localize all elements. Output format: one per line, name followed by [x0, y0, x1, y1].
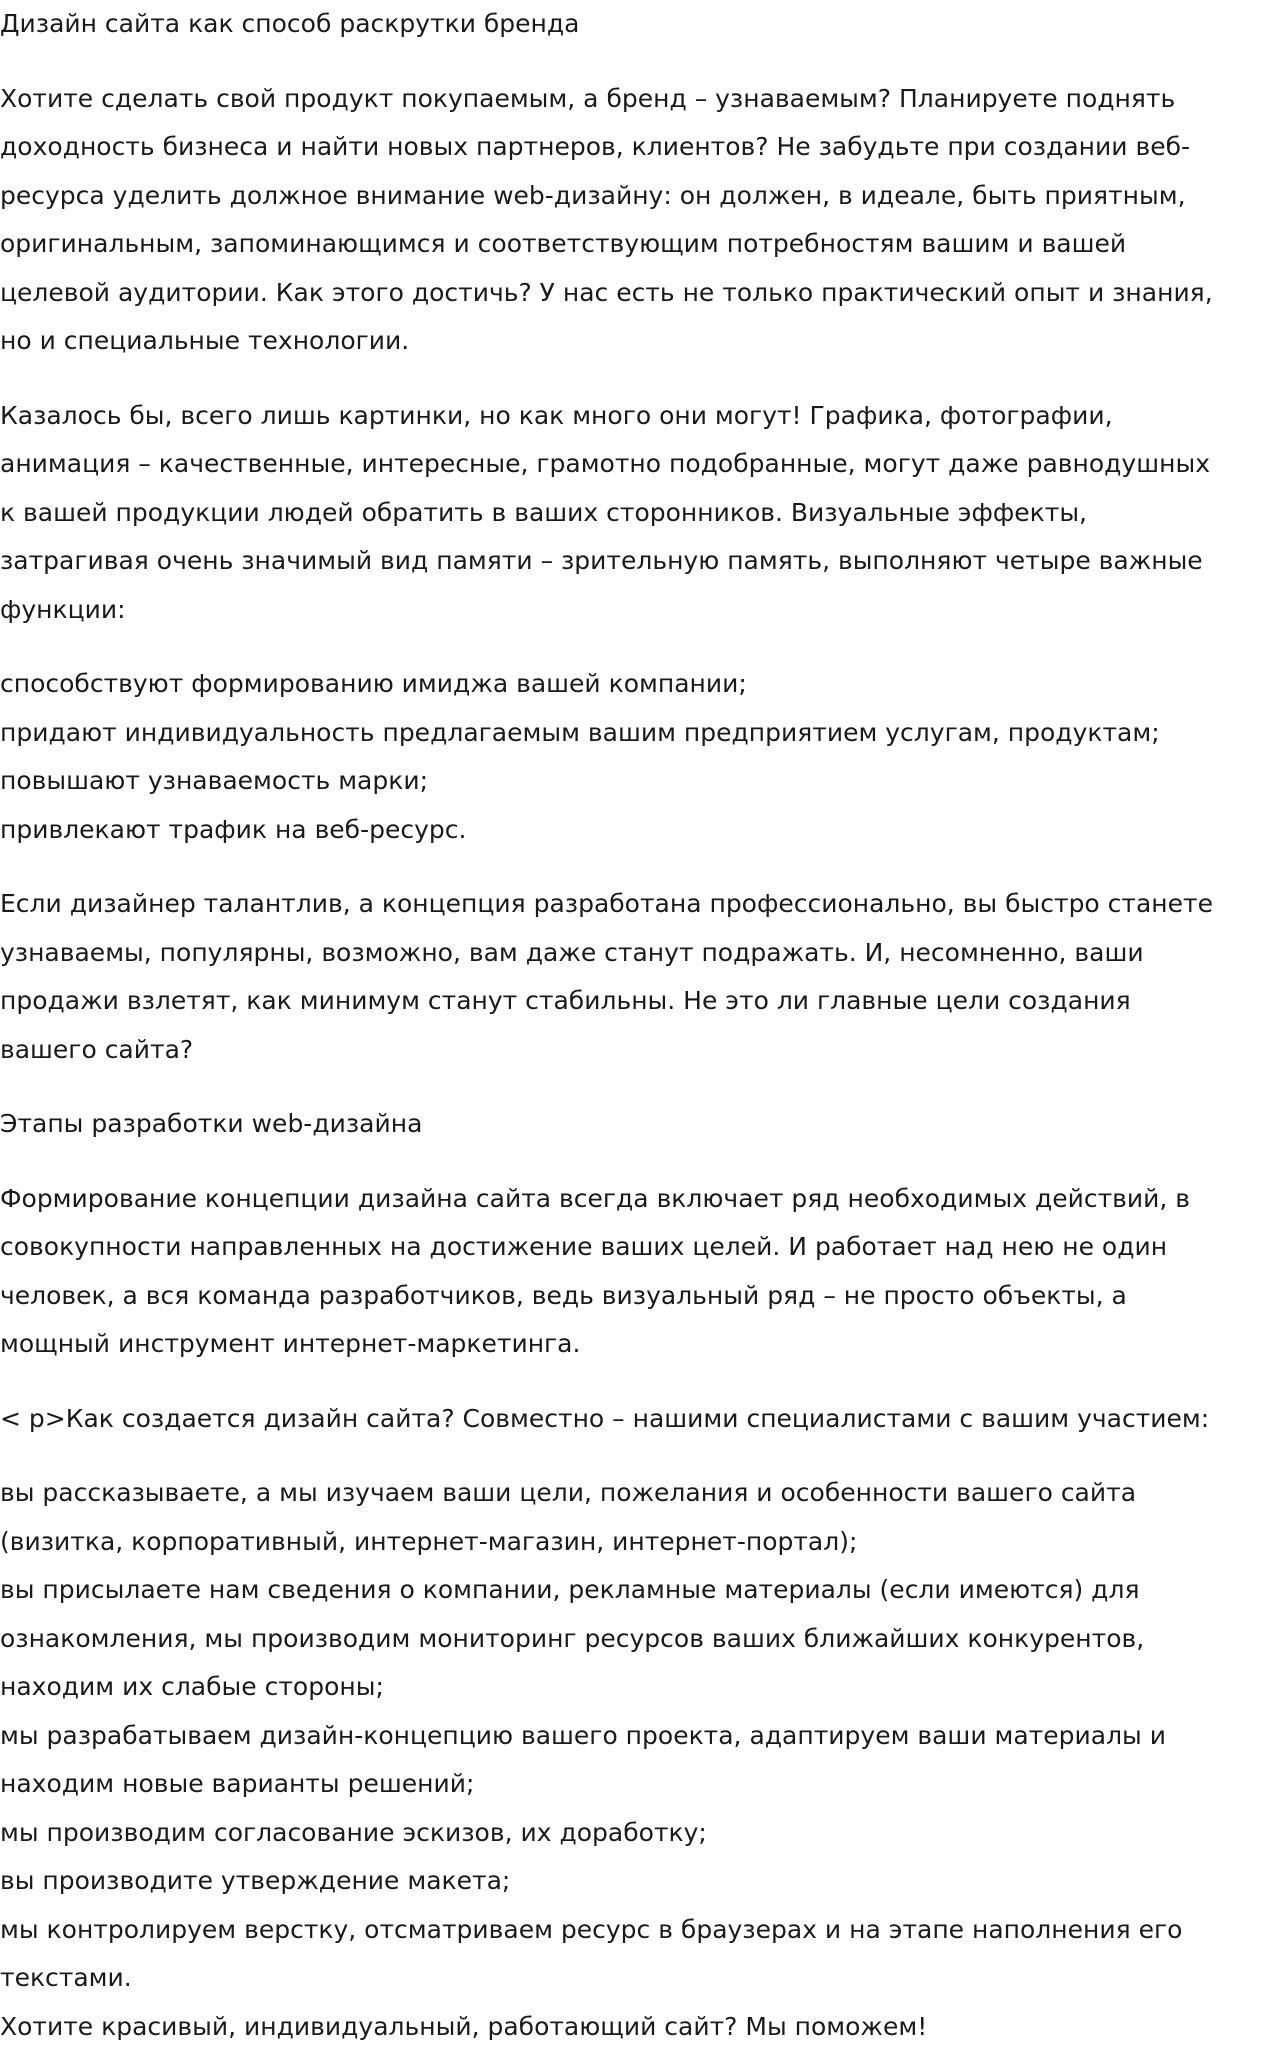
visual-line: Казалось бы, всего лишь картинки, но как много они могут! Графика, фотографии, [0, 392, 1270, 441]
stages-heading: Этапы разработки web-дизайна [0, 1100, 1270, 1149]
step-line: находим новые варианты решений; [0, 1760, 1270, 1809]
step-line: текстами. [0, 1954, 1270, 2003]
spacer [0, 1074, 1270, 1100]
designer-line: продажи взлетят, как минимум станут стабильны. Не это ли главные цели создания [0, 977, 1270, 1026]
concept-line: человек, а вся команда разработчиков, ведь визуальный ряд – не просто объекты, а [0, 1272, 1270, 1321]
intro-line: ресурса уделить должное внимание web-дизайну: он должен, в идеале, быть приятным, [0, 172, 1270, 221]
intro-line: но и специальные технологии. [0, 317, 1270, 366]
designer-line: узнаваемы, популярны, возможно, вам даже станут подражать. И, несомненно, ваши [0, 929, 1270, 978]
spacer [0, 1443, 1270, 1469]
intro-paragraph [0, 75, 1270, 366]
step-line: мы разрабатываем дизайн-концепцию вашего проекта, адаптируем ваши материалы и [0, 1712, 1270, 1761]
intro-line: доходность бизнеса и найти новых партнеров, клиентов? Не забудьте при создании веб- [0, 123, 1270, 172]
visual-line: затрагивая очень значимый вид памяти – зрительную память, выполняют четыре важные [0, 537, 1270, 586]
designer-line: Если дизайнер талантлив, а концепция разработана профессионально, вы быстро станете [0, 880, 1270, 929]
visual-line: к вашей продукции людей обратить в ваших сторонников. Визуальные эффекты, [0, 489, 1270, 538]
spacer [0, 1369, 1270, 1395]
article-title: Дизайн сайта как способ раскрутки бренда [0, 0, 1270, 49]
step-line: (визитка, корпоративный, интернет-магазин, интернет-портал); [0, 1518, 1270, 1567]
step-line: ознакомления, мы производим мониторинг ресурсов ваших ближайших конкурентов, [0, 1615, 1270, 1664]
spacer [0, 366, 1270, 392]
step-line: находим их слабые стороны; [0, 1663, 1270, 1712]
spacer [0, 634, 1270, 660]
concept-paragraph [0, 1175, 1270, 1369]
concept-line: мощный инструмент интернет-маркетинга. [0, 1320, 1270, 1369]
visual-paragraph [0, 392, 1270, 635]
spacer [0, 854, 1270, 880]
functions-list [0, 660, 1270, 854]
step-line: вы производите утверждение макета; [0, 1857, 1270, 1906]
list-item: придают индивидуальность предлагаемым вашим предприятием услугам, продуктам; [0, 709, 1270, 758]
spacer [0, 49, 1270, 75]
intro-line: оригинальным, запоминающимся и соответствующим потребностям вашим и вашей [0, 220, 1270, 269]
list-item: способствуют формированию имиджа вашей компании; [0, 660, 1270, 709]
spacer [0, 1149, 1270, 1175]
concept-line: совокупности направленных на достижение ваших целей. И работает над нею не один [0, 1223, 1270, 1272]
visual-line: функции: [0, 586, 1270, 635]
list-item: привлекают трафик на веб-ресурс. [0, 806, 1270, 855]
designer-line: вашего сайта? [0, 1026, 1270, 1075]
step-line: Хотите красивый, индивидуальный, работающий сайт? Мы поможем! [0, 2003, 1270, 2051]
list-item: повышают узнаваемость марки; [0, 757, 1270, 806]
intro-line: Хотите сделать свой продукт покупаемым, а бренд – узнаваемым? Планируете поднять [0, 75, 1270, 124]
steps-list [0, 1469, 1270, 2051]
concept-line: Формирование концепции дизайна сайта всегда включает ряд необходимых действий, в [0, 1175, 1270, 1224]
step-line: вы присылаете нам сведения о компании, рекламные материалы (если имеются) для [0, 1566, 1270, 1615]
step-line: мы производим согласование эскизов, их доработку; [0, 1809, 1270, 1858]
visual-line: анимация – качественные, интересные, грамотно подобранные, могут даже равнодушных [0, 440, 1270, 489]
step-line: вы рассказываете, а мы изучаем ваши цели, пожелания и особенности вашего сайта [0, 1469, 1270, 1518]
intro-line: целевой аудитории. Как этого достичь? У нас есть не только практический опыт и знания, [0, 269, 1270, 318]
how-line: < p>Как создается дизайн сайта? Совместно – нашими специалистами с вашим участием: [0, 1395, 1270, 1444]
designer-paragraph [0, 880, 1270, 1074]
step-line: мы контролируем верстку, отсматриваем ресурс в браузерах и на этапе наполнения его [0, 1906, 1270, 1955]
